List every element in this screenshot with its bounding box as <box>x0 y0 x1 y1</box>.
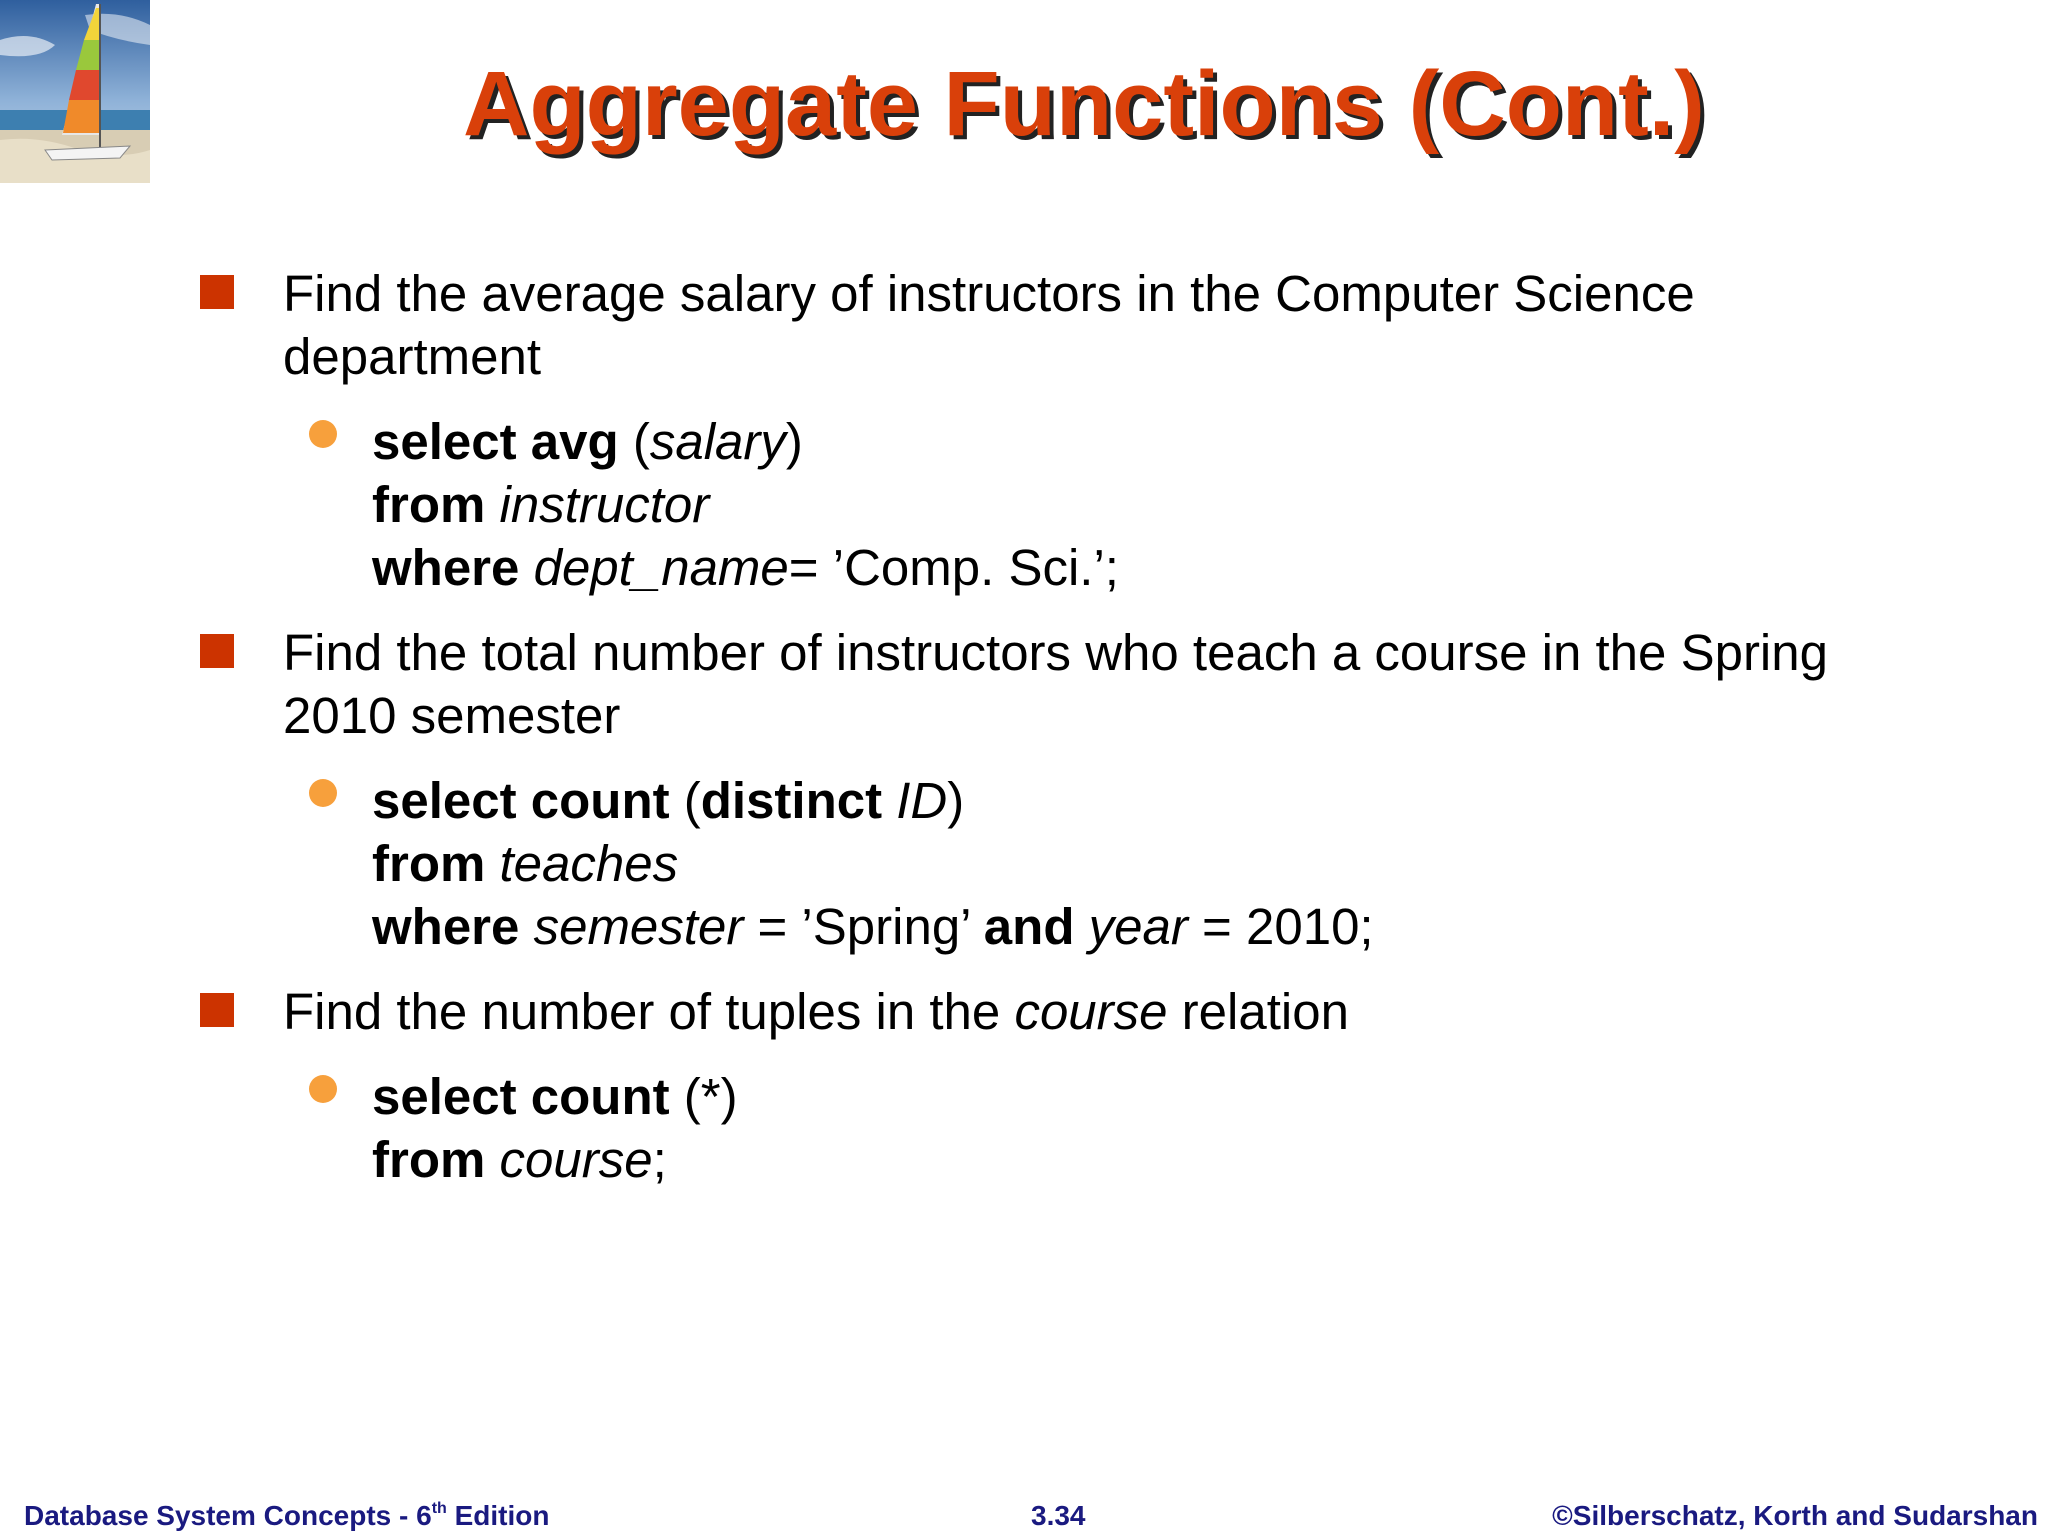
bullet-text: Find the total number of instructors who teach a course in the Spring <box>283 624 1828 681</box>
bullet-item <box>200 262 1900 388</box>
square-bullet-icon <box>200 634 234 668</box>
sub-bullet-item <box>372 769 1900 958</box>
sql-identifier: semester <box>533 898 744 955</box>
round-bullet-icon <box>309 779 337 807</box>
bullet-text: 2010 semester <box>283 687 621 744</box>
sql-text: ) <box>785 413 803 470</box>
sql-keyword: from <box>372 476 486 533</box>
slide-title: Aggregate Functions (Cont.) <box>463 53 1705 155</box>
bullet-text-part: relation <box>1167 983 1349 1040</box>
footer-sup: th <box>431 1500 447 1517</box>
slide-footer <box>0 1500 2048 1536</box>
bullet-item <box>200 621 1900 747</box>
sql-identifier: dept_name <box>533 539 789 596</box>
sql-line <box>372 1065 1900 1128</box>
sql-identifier: year <box>1088 898 1188 955</box>
sub-bullet-item <box>372 410 1900 599</box>
sql-keyword: where <box>372 898 520 955</box>
bullet-text: department <box>283 328 541 385</box>
sql-keyword: from <box>372 1131 486 1188</box>
sql-line <box>372 536 1900 599</box>
sql-line <box>372 832 1900 895</box>
footer-slide-number: 3.34 <box>1031 1500 1086 1531</box>
bullet-text <box>283 980 1900 1043</box>
sql-line <box>372 473 1900 536</box>
round-bullet-icon <box>309 1075 337 1103</box>
sql-identifier: instructor <box>499 476 710 533</box>
sql-keyword: from <box>372 835 486 892</box>
sql-text: (*) <box>669 1068 738 1125</box>
sql-keyword: select count <box>372 772 670 829</box>
sql-line <box>372 895 1900 958</box>
footer-text: Edition <box>446 1500 550 1531</box>
square-bullet-icon <box>200 993 234 1027</box>
sub-bullet-item <box>372 1065 1900 1191</box>
sql-text: ( <box>669 772 701 829</box>
square-bullet-icon <box>200 275 234 309</box>
bullet-item <box>200 980 1900 1043</box>
sql-keyword: where <box>372 539 520 596</box>
footer-book-title <box>24 1500 549 1532</box>
round-bullet-icon <box>309 420 337 448</box>
sql-keyword: distinct <box>700 772 883 829</box>
sql-text: ( <box>618 413 650 470</box>
sql-identifier: course <box>499 1131 653 1188</box>
sql-text: = ’Comp. Sci.’; <box>788 539 1119 596</box>
sql-keyword: select count <box>372 1068 670 1125</box>
sql-identifier: ID <box>896 772 948 829</box>
footer-text: Database System Concepts - 6 <box>24 1500 432 1531</box>
sql-text: = ’Spring’ <box>743 898 984 955</box>
sql-keyword: select avg <box>372 413 619 470</box>
sql-text: ; <box>652 1131 667 1188</box>
bullet-text-identifier: course <box>1014 983 1168 1040</box>
sql-identifier: salary <box>649 413 786 470</box>
sql-line <box>372 769 1900 832</box>
sql-identifier: teaches <box>499 835 679 892</box>
sql-text: ) <box>947 772 965 829</box>
footer-copyright: ©Silberschatz, Korth and Sudarshan <box>1552 1500 2038 1531</box>
sql-keyword: and <box>983 898 1075 955</box>
bullet-text-part: Find the number of tuples in the <box>283 983 1015 1040</box>
sql-line <box>372 410 1900 473</box>
sql-line <box>372 1128 1900 1191</box>
sql-text: = 2010; <box>1187 898 1374 955</box>
bullet-list <box>200 262 1900 1213</box>
bullet-text: Find the average salary of instructors in the Computer Science <box>283 265 1695 322</box>
